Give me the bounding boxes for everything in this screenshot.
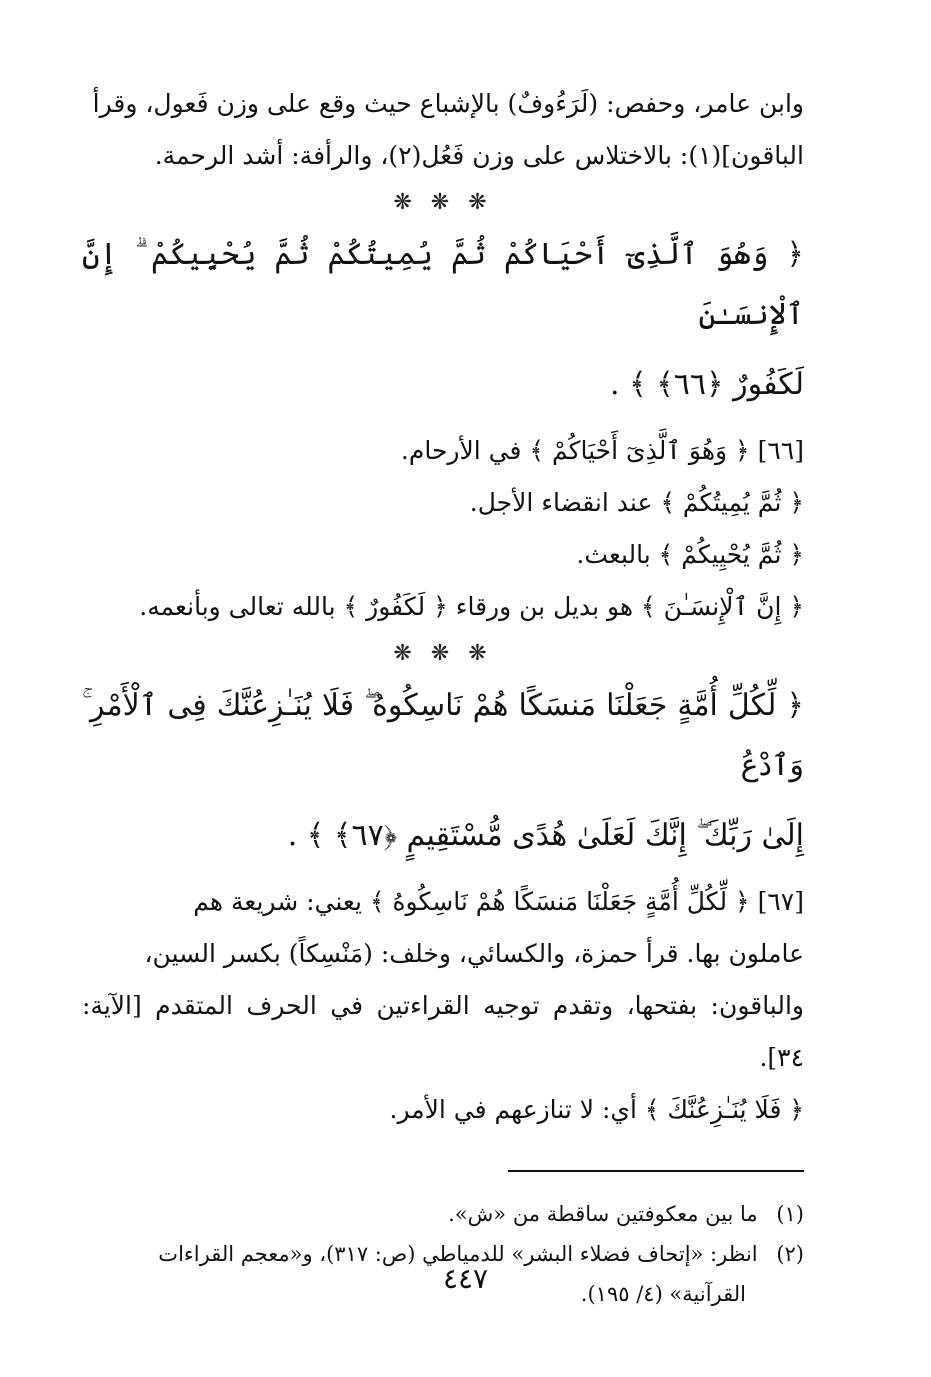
commentary-line: عاملون بها. قرأ حمزة، والكسائي، وخلف: (مَنْسِكاً) بكسر السين، <box>144 939 804 968</box>
commentary-line: [٦٧] ﴿ لِّكُلِّ أُمَّةٍ جَعَلْنَا مَنسَكًا هُمْ نَاسِكُوهُ ﴾ يعني: شريعة هم <box>193 887 804 916</box>
commentary-line: ﴿ ثُمَّ يُمِيتُكُمْ ﴾ عند انقضاء الأجل. <box>469 488 804 517</box>
section-separator: ❋ ❋ ❋ <box>393 641 493 666</box>
commentary-line: ﴿ ثُمَّ يُحْيِيكُمْ ﴾ بالبعث. <box>576 540 804 569</box>
footnote-number: (٢) <box>776 1242 804 1266</box>
footnote-continuation: القرآنية» (٤/ ١٩٥). <box>580 1282 746 1306</box>
footnote-number: (١) <box>776 1202 804 1226</box>
page-number: ٤٤٧ <box>442 1262 489 1295</box>
section-separator: ❋ ❋ ❋ <box>393 190 493 215</box>
footnote-text: ما بين معكوفتين ساقطة من «ش». <box>448 1202 758 1226</box>
commentary-line: والباقون: بفتحها، وتقدم توجيه القراءتين في الحرف المتقدم [الآية: ٣٤]. <box>82 991 804 1072</box>
quran-verse: ﴿ وَهُوَ ٱلَّذِىٓ أَحْيَاكُمْ ثُمَّ يُمِيتُكُمْ ثُمَّ يُحْيِيكُمْ ۗ إِنَّ ٱلْإِنسَـٰنَ <box>82 237 804 332</box>
commentary-line: [٦٦] ﴿ وَهُوَ ٱلَّذِىٓ أَحْيَاكُمْ ﴾ في الأرحام. <box>400 436 804 465</box>
commentary-line: ﴿ فَلَا يُنَـٰزِعُنَّكَ ﴾ أي: لا تنازعهم في الأمر. <box>389 1095 804 1124</box>
quran-verse: ﴿ لِّكُلِّ أُمَّةٍ جَعَلْنَا مَنسَكًا هُمْ نَاسِكُوهُ ۖ فَلَا يُنَـٰزِعُنَّكَ فِى ٱلْأَمْرِ ۚ وَٱدْعُ <box>82 688 804 783</box>
text-line: الباقون](١): بالاختلاس على وزن فَعُل(٢)، والرأفة: أشد الرحمة. <box>154 141 804 170</box>
footnote-divider <box>508 1170 804 1172</box>
text-line: وابن عامر، وحفص: (لَرَءُوفٌ) بالإشباع حيث وقع على وزن فَعول، وقرأ <box>92 89 804 118</box>
quran-verse: لَكَفُورٌ ﴿٦٦﴾ ﴾ . <box>610 367 804 402</box>
footnote-text: انظر: «إتحاف فضلاء البشر» للدمياطي (ص: ٣١٧)، و«معجم القراءات <box>158 1242 758 1266</box>
commentary-line: ﴿ إِنَّ ٱلْإِنسَـٰنَ ﴾ هو بديل بن ورقاء ﴿ لَكَفُورٌ ﴾ بالله تعالى وبأنعمه. <box>139 592 804 621</box>
footnote <box>82 1194 804 1234</box>
quran-verse: إِلَىٰ رَبِّكَ ۖ إِنَّكَ لَعَلَىٰ هُدًى مُّسْتَقِيمٍ ﴿٦٧﴾ ﴾ . <box>287 818 804 853</box>
page-body <box>82 78 804 1314</box>
